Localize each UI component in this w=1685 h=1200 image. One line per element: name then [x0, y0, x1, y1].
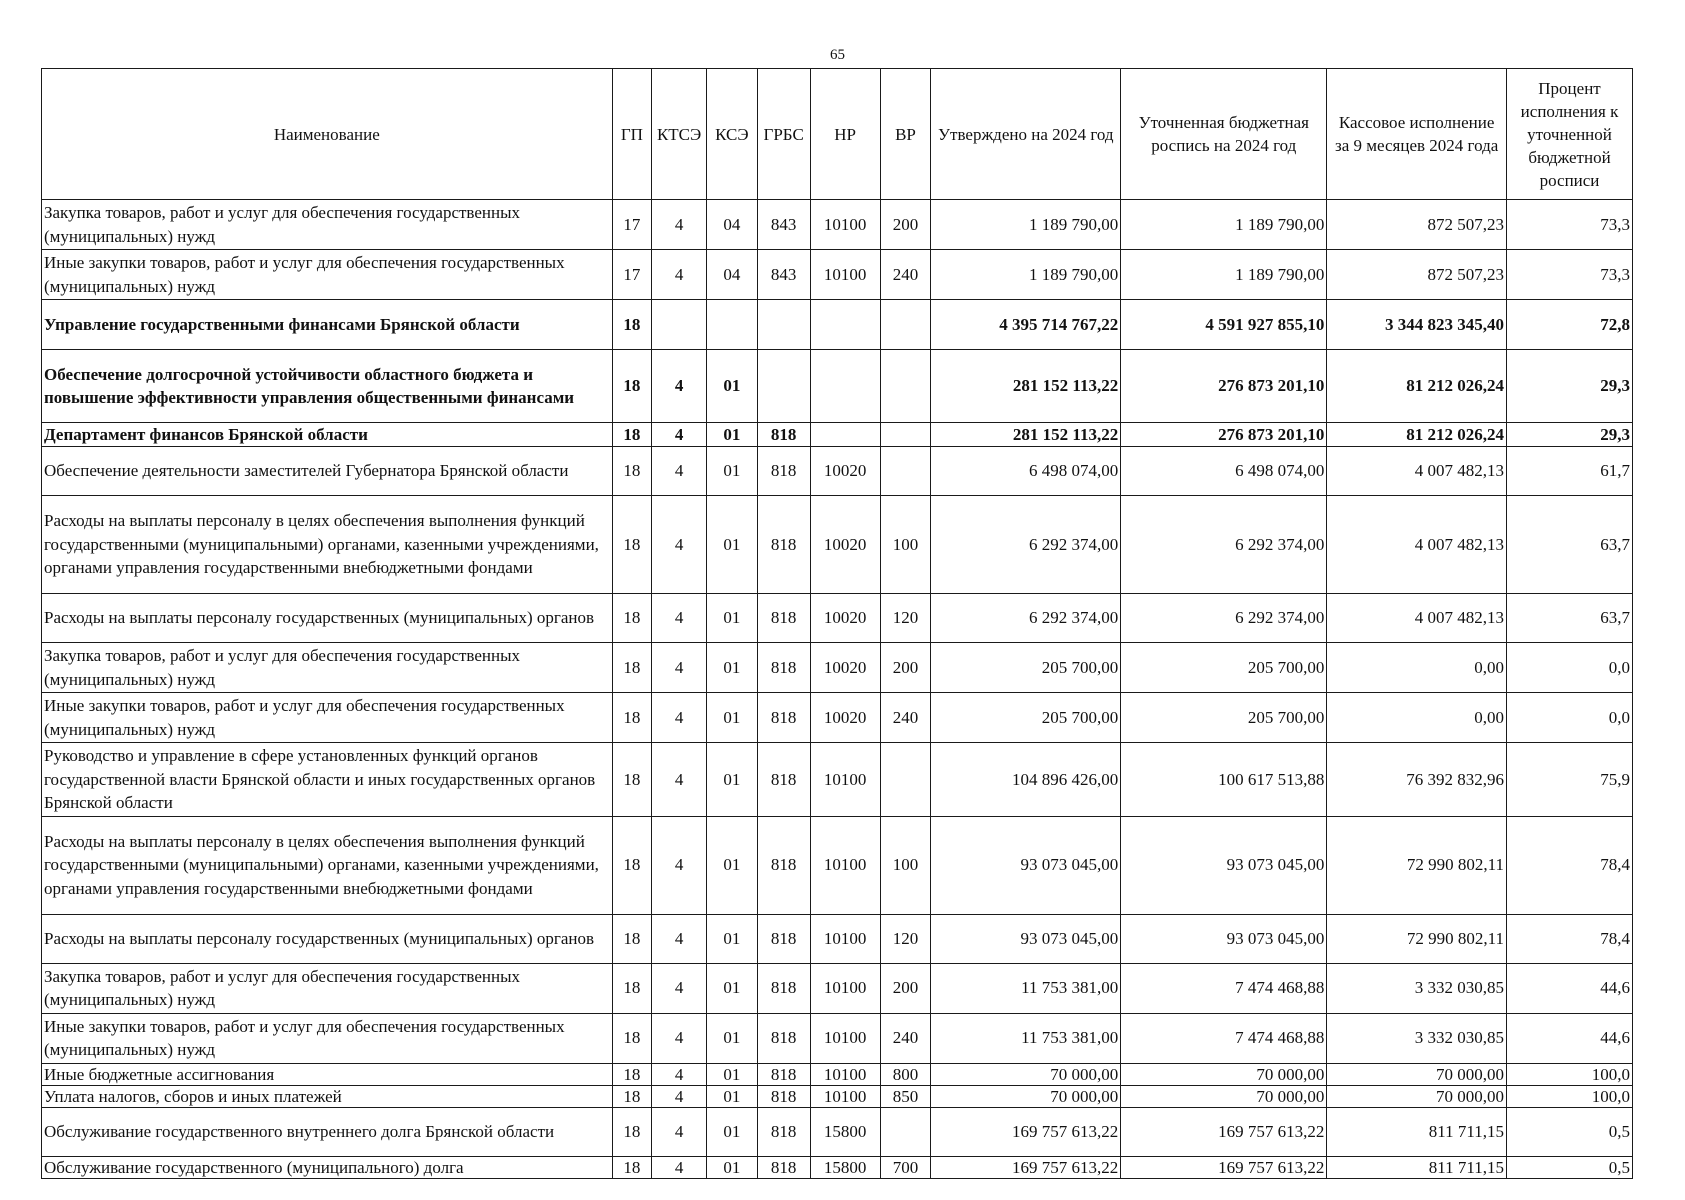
row-kse: 01: [707, 1063, 758, 1085]
row-kse: 01: [707, 963, 758, 1013]
row-percent: 29,3: [1507, 423, 1633, 447]
table-row: [42, 423, 1633, 447]
row-grbs: 818: [757, 963, 810, 1013]
row-approved: 93 073 045,00: [931, 816, 1121, 914]
row-kse: 01: [707, 693, 758, 743]
row-ktse: 4: [652, 643, 707, 693]
row-nr: 15800: [810, 1107, 880, 1156]
row-percent: 78,4: [1507, 914, 1633, 963]
row-vr: [880, 743, 931, 817]
row-cash: 0,00: [1327, 693, 1507, 743]
row-grbs: 818: [757, 743, 810, 817]
row-nr: 10100: [810, 1013, 880, 1063]
row-gp: 18: [612, 693, 652, 743]
row-cash: 81 212 026,24: [1327, 423, 1507, 447]
row-refined: 6 498 074,00: [1121, 447, 1327, 496]
row-nr: 10100: [810, 816, 880, 914]
row-gp: 18: [612, 300, 652, 350]
row-ktse: 4: [652, 200, 707, 250]
row-kse: 01: [707, 816, 758, 914]
row-approved: 11 753 381,00: [931, 963, 1121, 1013]
table-row: [42, 1013, 1633, 1063]
row-percent: 63,7: [1507, 496, 1633, 594]
row-name: Иные закупки товаров, работ и услуг для обеспечения государственных (муниципальных) нужд: [42, 693, 613, 743]
row-approved: 70 000,00: [931, 1085, 1121, 1107]
row-kse: 01: [707, 350, 758, 423]
row-cash: 70 000,00: [1327, 1063, 1507, 1085]
row-refined: 4 591 927 855,10: [1121, 300, 1327, 350]
row-name: Обслуживание государственного внутреннего долга Брянской области: [42, 1107, 613, 1156]
row-ktse: 4: [652, 250, 707, 300]
row-name: Уплата налогов, сборов и иных платежей: [42, 1085, 613, 1107]
table-row: [42, 496, 1633, 594]
row-vr: [880, 423, 931, 447]
table-row: [42, 300, 1633, 350]
row-gp: 18: [612, 1085, 652, 1107]
row-name: Расходы на выплаты персоналу в целях обеспечения выполнения функций государственными (муниципальными) органами, казенными учреждениями, органами управления государственными внебюджетными фондами: [42, 816, 613, 914]
row-vr: 120: [880, 594, 931, 643]
row-vr: 200: [880, 200, 931, 250]
row-name: Закупка товаров, работ и услуг для обеспечения государственных (муниципальных) нужд: [42, 963, 613, 1013]
row-cash: 70 000,00: [1327, 1085, 1507, 1107]
row-cash: 72 990 802,11: [1327, 816, 1507, 914]
row-nr: 10100: [810, 200, 880, 250]
row-nr: [810, 300, 880, 350]
row-nr: [810, 350, 880, 423]
row-vr: 850: [880, 1085, 931, 1107]
row-grbs: 818: [757, 914, 810, 963]
row-vr: 240: [880, 693, 931, 743]
table-row: [42, 693, 1633, 743]
row-refined: 276 873 201,10: [1121, 350, 1327, 423]
row-cash: 3 332 030,85: [1327, 1013, 1507, 1063]
row-grbs: 843: [757, 250, 810, 300]
budget-table-container: [41, 68, 1633, 1179]
row-ktse: 4: [652, 743, 707, 817]
row-kse: 01: [707, 914, 758, 963]
row-gp: 18: [612, 350, 652, 423]
row-approved: 169 757 613,22: [931, 1107, 1121, 1156]
row-gp: 18: [612, 816, 652, 914]
header-ktse: КТСЭ: [652, 69, 707, 200]
row-grbs: 818: [757, 1085, 810, 1107]
row-vr: [880, 1107, 931, 1156]
row-kse: 04: [707, 200, 758, 250]
table-row: [42, 250, 1633, 300]
row-grbs: 843: [757, 200, 810, 250]
row-approved: 4 395 714 767,22: [931, 300, 1121, 350]
row-cash: 811 711,15: [1327, 1156, 1507, 1178]
row-grbs: 818: [757, 496, 810, 594]
row-refined: 205 700,00: [1121, 693, 1327, 743]
row-refined: 100 617 513,88: [1121, 743, 1327, 817]
row-refined: 1 189 790,00: [1121, 200, 1327, 250]
page-number: 65: [830, 47, 845, 63]
row-grbs: 818: [757, 594, 810, 643]
row-kse: 01: [707, 594, 758, 643]
table-row: [42, 643, 1633, 693]
row-kse: 01: [707, 1013, 758, 1063]
row-grbs: 818: [757, 1107, 810, 1156]
row-approved: 1 189 790,00: [931, 250, 1121, 300]
row-refined: 7 474 468,88: [1121, 963, 1327, 1013]
row-cash: 4 007 482,13: [1327, 447, 1507, 496]
row-name: Управление государственными финансами Брянской области: [42, 300, 613, 350]
row-kse: 01: [707, 643, 758, 693]
row-ktse: 4: [652, 350, 707, 423]
row-percent: 29,3: [1507, 350, 1633, 423]
row-name: Иные закупки товаров, работ и услуг для обеспечения государственных (муниципальных) нужд: [42, 1013, 613, 1063]
table-header-row: [42, 69, 1633, 200]
row-refined: 93 073 045,00: [1121, 816, 1327, 914]
budget-table: [41, 68, 1633, 1179]
table-row: [42, 914, 1633, 963]
row-grbs: 818: [757, 816, 810, 914]
row-cash: 81 212 026,24: [1327, 350, 1507, 423]
row-name: Обеспечение деятельности заместителей Губернатора Брянской области: [42, 447, 613, 496]
row-approved: 6 292 374,00: [931, 594, 1121, 643]
row-ktse: 4: [652, 693, 707, 743]
header-name: Наименование: [42, 69, 613, 200]
row-vr: [880, 350, 931, 423]
row-ktse: 4: [652, 1063, 707, 1085]
row-nr: 10100: [810, 963, 880, 1013]
row-grbs: 818: [757, 1156, 810, 1178]
row-name: Расходы на выплаты персоналу государственных (муниципальных) органов: [42, 594, 613, 643]
row-percent: 73,3: [1507, 200, 1633, 250]
row-vr: 200: [880, 643, 931, 693]
header-gp: ГП: [612, 69, 652, 200]
header-approved: Утверждено на 2024 год: [931, 69, 1121, 200]
header-nr: НР: [810, 69, 880, 200]
row-percent: 0,5: [1507, 1156, 1633, 1178]
header-grbs: ГРБС: [757, 69, 810, 200]
table-row: [42, 743, 1633, 817]
row-refined: 93 073 045,00: [1121, 914, 1327, 963]
row-percent: 72,8: [1507, 300, 1633, 350]
row-kse: 01: [707, 423, 758, 447]
row-kse: [707, 300, 758, 350]
row-kse: 01: [707, 496, 758, 594]
row-nr: 10020: [810, 643, 880, 693]
row-kse: 01: [707, 1107, 758, 1156]
row-approved: 281 152 113,22: [931, 423, 1121, 447]
row-cash: 3 332 030,85: [1327, 963, 1507, 1013]
row-gp: 18: [612, 914, 652, 963]
row-nr: 10100: [810, 914, 880, 963]
row-approved: 205 700,00: [931, 643, 1121, 693]
row-refined: 70 000,00: [1121, 1085, 1327, 1107]
row-percent: 100,0: [1507, 1063, 1633, 1085]
row-percent: 78,4: [1507, 816, 1633, 914]
row-grbs: 818: [757, 1063, 810, 1085]
row-nr: 10100: [810, 1063, 880, 1085]
row-nr: 10100: [810, 743, 880, 817]
table-row: [42, 963, 1633, 1013]
row-percent: 63,7: [1507, 594, 1633, 643]
row-percent: 100,0: [1507, 1085, 1633, 1107]
row-gp: 18: [612, 447, 652, 496]
header-kse: КСЭ: [707, 69, 758, 200]
row-vr: 240: [880, 250, 931, 300]
row-approved: 6 292 374,00: [931, 496, 1121, 594]
table-row: [42, 1156, 1633, 1178]
row-ktse: 4: [652, 816, 707, 914]
row-ktse: [652, 300, 707, 350]
row-approved: 205 700,00: [931, 693, 1121, 743]
row-gp: 18: [612, 423, 652, 447]
row-name: Закупка товаров, работ и услуг для обеспечения государственных (муниципальных) нужд: [42, 200, 613, 250]
row-approved: 6 498 074,00: [931, 447, 1121, 496]
row-vr: 100: [880, 496, 931, 594]
row-kse: 01: [707, 1156, 758, 1178]
row-name: Обслуживание государственного (муниципального) долга: [42, 1156, 613, 1178]
table-row: [42, 200, 1633, 250]
row-approved: 93 073 045,00: [931, 914, 1121, 963]
row-refined: 6 292 374,00: [1121, 594, 1327, 643]
row-gp: 18: [612, 963, 652, 1013]
row-percent: 0,0: [1507, 693, 1633, 743]
row-name: Обеспечение долгосрочной устойчивости областного бюджета и повышение эффективности управления общественными финансами: [42, 350, 613, 423]
row-grbs: 818: [757, 643, 810, 693]
row-gp: 18: [612, 496, 652, 594]
row-gp: 18: [612, 1063, 652, 1085]
row-cash: 872 507,23: [1327, 200, 1507, 250]
row-name: Расходы на выплаты персоналу в целях обеспечения выполнения функций государственными (муниципальными) органами, казенными учреждениями, органами управления государственными внебюджетными фондами: [42, 496, 613, 594]
row-approved: 11 753 381,00: [931, 1013, 1121, 1063]
row-percent: 61,7: [1507, 447, 1633, 496]
row-ktse: 4: [652, 1013, 707, 1063]
row-approved: 70 000,00: [931, 1063, 1121, 1085]
row-percent: 44,6: [1507, 1013, 1633, 1063]
row-refined: 7 474 468,88: [1121, 1013, 1327, 1063]
row-name: Иные закупки товаров, работ и услуг для обеспечения государственных (муниципальных) нужд: [42, 250, 613, 300]
row-nr: 10100: [810, 250, 880, 300]
row-percent: 0,0: [1507, 643, 1633, 693]
row-refined: 70 000,00: [1121, 1063, 1327, 1085]
row-kse: 01: [707, 447, 758, 496]
row-cash: 3 344 823 345,40: [1327, 300, 1507, 350]
row-nr: 10020: [810, 496, 880, 594]
row-ktse: 4: [652, 594, 707, 643]
table-row: [42, 1107, 1633, 1156]
row-nr: 10020: [810, 693, 880, 743]
row-refined: 169 757 613,22: [1121, 1107, 1327, 1156]
table-row: [42, 350, 1633, 423]
header-cash: Кассовое исполнение за 9 месяцев 2024 года: [1327, 69, 1507, 200]
row-approved: 169 757 613,22: [931, 1156, 1121, 1178]
row-percent: 75,9: [1507, 743, 1633, 817]
table-row: [42, 1063, 1633, 1085]
row-approved: 281 152 113,22: [931, 350, 1121, 423]
row-gp: 18: [612, 1107, 652, 1156]
row-cash: 72 990 802,11: [1327, 914, 1507, 963]
row-vr: [880, 300, 931, 350]
row-kse: 04: [707, 250, 758, 300]
header-vr: ВР: [880, 69, 931, 200]
row-cash: 0,00: [1327, 643, 1507, 693]
row-nr: 10020: [810, 594, 880, 643]
row-approved: 1 189 790,00: [931, 200, 1121, 250]
row-grbs: 818: [757, 447, 810, 496]
table-row: [42, 594, 1633, 643]
row-gp: 18: [612, 594, 652, 643]
row-cash: 811 711,15: [1327, 1107, 1507, 1156]
row-percent: 73,3: [1507, 250, 1633, 300]
header-refined: Уточненная бюджетная роспись на 2024 год: [1121, 69, 1327, 200]
row-gp: 18: [612, 643, 652, 693]
row-nr: 10020: [810, 447, 880, 496]
row-approved: 104 896 426,00: [931, 743, 1121, 817]
row-refined: 1 189 790,00: [1121, 250, 1327, 300]
row-vr: 120: [880, 914, 931, 963]
row-vr: [880, 447, 931, 496]
row-percent: 0,5: [1507, 1107, 1633, 1156]
table-row: [42, 1085, 1633, 1107]
row-cash: 4 007 482,13: [1327, 496, 1507, 594]
header-percent: Процент исполнения к уточненной бюджетной росписи: [1507, 69, 1633, 200]
row-nr: 10100: [810, 1085, 880, 1107]
row-vr: 100: [880, 816, 931, 914]
row-kse: 01: [707, 743, 758, 817]
row-grbs: [757, 300, 810, 350]
row-refined: 276 873 201,10: [1121, 423, 1327, 447]
row-name: Руководство и управление в сфере установленных функций органов государственной власти Брянской области и иных государственных органов Брянской области: [42, 743, 613, 817]
row-ktse: 4: [652, 1107, 707, 1156]
row-ktse: 4: [652, 496, 707, 594]
row-ktse: 4: [652, 963, 707, 1013]
row-nr: [810, 423, 880, 447]
row-vr: 200: [880, 963, 931, 1013]
row-vr: 700: [880, 1156, 931, 1178]
table-row: [42, 816, 1633, 914]
row-grbs: [757, 350, 810, 423]
row-cash: 4 007 482,13: [1327, 594, 1507, 643]
row-gp: 17: [612, 250, 652, 300]
row-cash: 872 507,23: [1327, 250, 1507, 300]
row-refined: 169 757 613,22: [1121, 1156, 1327, 1178]
row-ktse: 4: [652, 423, 707, 447]
row-refined: 6 292 374,00: [1121, 496, 1327, 594]
row-grbs: 818: [757, 693, 810, 743]
row-cash: 76 392 832,96: [1327, 743, 1507, 817]
table-row: [42, 447, 1633, 496]
row-ktse: 4: [652, 447, 707, 496]
row-kse: 01: [707, 1085, 758, 1107]
row-vr: 800: [880, 1063, 931, 1085]
row-percent: 44,6: [1507, 963, 1633, 1013]
row-name: Расходы на выплаты персоналу государственных (муниципальных) органов: [42, 914, 613, 963]
row-vr: 240: [880, 1013, 931, 1063]
row-refined: 205 700,00: [1121, 643, 1327, 693]
row-name: Департамент финансов Брянской области: [42, 423, 613, 447]
row-gp: 18: [612, 1156, 652, 1178]
row-name: Закупка товаров, работ и услуг для обеспечения государственных (муниципальных) нужд: [42, 643, 613, 693]
row-nr: 15800: [810, 1156, 880, 1178]
row-ktse: 4: [652, 1085, 707, 1107]
row-ktse: 4: [652, 914, 707, 963]
row-ktse: 4: [652, 1156, 707, 1178]
row-gp: 17: [612, 200, 652, 250]
row-grbs: 818: [757, 423, 810, 447]
row-name: Иные бюджетные ассигнования: [42, 1063, 613, 1085]
row-gp: 18: [612, 743, 652, 817]
row-gp: 18: [612, 1013, 652, 1063]
row-grbs: 818: [757, 1013, 810, 1063]
